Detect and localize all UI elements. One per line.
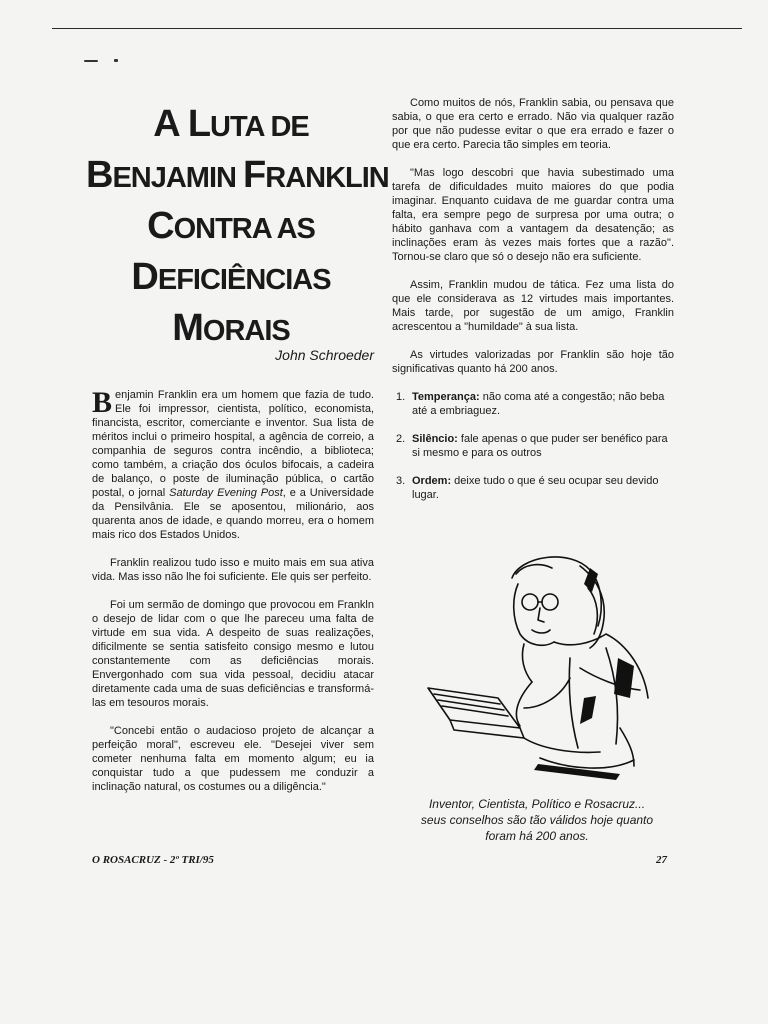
title-line-2 bbox=[86, 151, 389, 202]
title-line-3 bbox=[86, 202, 376, 253]
title-text: D bbox=[131, 256, 158, 298]
caption-line: foram há 200 anos. bbox=[485, 829, 589, 843]
paragraph: Franklin realizou tudo isso e muito mais em sua ativa vida. Mas isso não lhe foi suficiente. Ele quis ser perfeito. bbox=[92, 557, 374, 583]
paragraph: As virtudes valorizadas por Franklin são hoje tão significativas quanto há 200 anos. bbox=[392, 349, 674, 375]
title-text: ONTRA AS bbox=[173, 213, 315, 245]
franklin-reading-illustration bbox=[420, 548, 668, 788]
publication-footer: O ROSACRUZ - 2º TRI/95 bbox=[92, 854, 214, 866]
paragraph: Assim, Franklin mudou de tática. Fez uma lista do que ele considerava as 12 virtudes mais importantes. Mais tarde, por sugestão de um amigo, Franklin acrescentou a "humildade" à sua lista. bbox=[392, 279, 674, 333]
title-text: ENJAMIN bbox=[112, 162, 244, 194]
virtue-term: Temperança: bbox=[412, 391, 480, 403]
virtue-term: Ordem: bbox=[412, 475, 452, 487]
title-text: ORAIS bbox=[202, 315, 290, 347]
paragraph-text: , e a Universidade da Pensilvânia. Ele se aposentou, milionário, aos quarenta anos de idade, e quando morreu, era o homem mais rico dos Estados Unidos. bbox=[92, 487, 374, 541]
virtue-term: Silêncio: bbox=[412, 433, 458, 445]
title-line-1 bbox=[86, 100, 376, 151]
title-text: C bbox=[147, 205, 174, 247]
caption-line: seus conselhos são tão válidos hoje quanto bbox=[420, 813, 654, 827]
virtue-text: não coma até a congestão; não beba até a embriaguez. bbox=[412, 391, 665, 417]
title-text: RANKLIN bbox=[265, 162, 389, 194]
list-number: 1. bbox=[396, 391, 406, 403]
title-text: A L bbox=[153, 103, 211, 145]
scan-speck bbox=[84, 60, 98, 62]
top-rule bbox=[52, 28, 742, 29]
virtues-list bbox=[392, 390, 674, 502]
virtue-text: fale apenas o que puder ser benéfico para si mesmo e para os outros bbox=[412, 433, 668, 459]
author-byline: John Schroeder bbox=[275, 347, 374, 363]
list-item bbox=[392, 390, 674, 418]
list-item bbox=[392, 432, 674, 460]
title-text: EFICIÊNCIAS bbox=[157, 264, 331, 296]
paragraph: "Concebi então o audacioso projeto de alcançar a perfeição moral", escreveu ele. "Desejei viver sem cometer nenhuma falta em momento algum; eu ia conquistar tudo a que pudessem me conduzir a inclinação natural, os costumes ou a diligência." bbox=[92, 725, 374, 793]
list-number: 3. bbox=[396, 475, 406, 487]
title-text: UTA DE bbox=[210, 111, 309, 143]
list-number: 2. bbox=[396, 433, 406, 445]
title-text: F bbox=[243, 154, 266, 196]
right-column bbox=[392, 96, 674, 516]
paragraph: "Mas logo descobri que havia subestimado uma tarefa de dificuldades muito maiores do que podia imaginar. Enquanto cuidava de me guardar contra uma falta, era sempre pego de surpresa por uma outra; o hábito ganhava com a vantagem da desatenção; as inclinações eram às vezes mais fortes que a razão". Tornou-se claro que só o desejo não era suficiente. bbox=[392, 167, 674, 263]
title-text: B bbox=[86, 154, 113, 196]
paragraph: Foi um sermão de domingo que provocou em Frankln o desejo de lidar com o que lhe pareceu uma falta de virtude em sua vida. A despeito de suas realizações, dificilmente se sentia satisfeito consigo mesmo e lutou constantemente com as deficiências morais. Envergonhado com sua vida pessoal, decidiu atacar diretamente cada uma de suas deficiências e transformá-las em tesouros morais. bbox=[92, 599, 374, 709]
caption-line: Inventor, Cientista, Político e Rosacruz... bbox=[428, 797, 646, 811]
drop-cap: B bbox=[92, 386, 113, 419]
title-text: M bbox=[172, 307, 203, 349]
page-number: 27 bbox=[656, 854, 667, 866]
title-line-4 bbox=[86, 253, 376, 304]
paragraph: Como muitos de nós, Franklin sabia, ou pensava que sabia, o que era certo e errado. Não via qualquer razão por que não pudesse evitar o que era errado e fazer o que era certo. Parecia tão simples em teoria. bbox=[392, 97, 674, 151]
left-column bbox=[92, 388, 374, 808]
virtue-text: deixe tudo o que é seu ocupar seu devido lugar. bbox=[412, 475, 659, 501]
scan-speck bbox=[114, 59, 118, 62]
list-item bbox=[392, 474, 674, 502]
paragraph bbox=[92, 388, 374, 542]
illustration-caption bbox=[392, 796, 682, 844]
paragraph-text: enjamin Franklin era um homem que fazia de tudo. Ele foi impressor, cientista, político, economista, financista, escritor, comerciante e inventor. Sua lista de méritos inclui o primeiro hospital, a agência de correio, a companhia de seguros contra incêndio, a biblioteca; como também, a criação dos óculos bifocais, a cadeira de balanço, o poste de iluminação pública, o cartão postal, o jornal bbox=[92, 389, 374, 499]
publication-name: Saturday Evening Post bbox=[169, 487, 283, 499]
article-title bbox=[86, 100, 389, 355]
